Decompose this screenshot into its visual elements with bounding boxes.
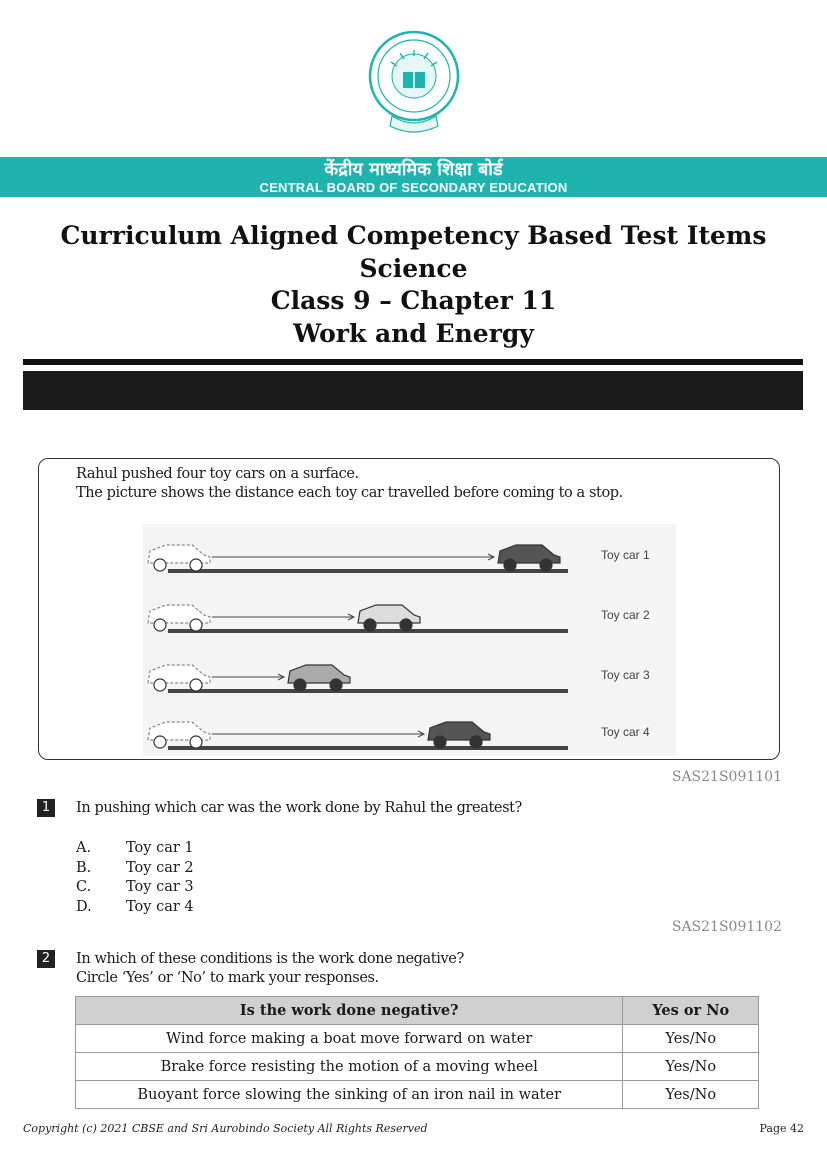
toy-cars-figure (143, 524, 676, 756)
option-c-letter: C. (76, 879, 92, 895)
board-name-hindi: केंद्रीय माध्यमिक शिक्षा बोर्ड (324, 159, 503, 180)
table-row (76, 1025, 759, 1053)
board-name-english: CENTRAL BOARD OF SECONDARY EDUCATION (259, 180, 568, 195)
table-cell-response[interactable]: Yes/No (623, 1025, 759, 1053)
question-number-1: 1 (37, 799, 55, 817)
table-header-response: Yes or No (623, 997, 759, 1025)
title-chapter-name: Work and Energy (293, 319, 534, 348)
question-1-text: In pushing which car was the work done by Rahul the greatest? (76, 800, 522, 816)
car-row-4 (148, 722, 650, 750)
table-header-condition: Is the work done negative? (76, 997, 623, 1025)
car-start-3 (148, 665, 210, 691)
option-b-letter: B. (76, 860, 92, 876)
copyright-footer: Copyright (c) 2021 CBSE and Sri Aurobindo Society All Rights Reserved (23, 1122, 428, 1135)
car-label-2: Toy car 2 (601, 608, 650, 622)
car-label-3: Toy car 3 (601, 668, 650, 682)
option-d-letter: D. (76, 899, 92, 915)
title-class-chapter: Class 9 – Chapter 11 (270, 286, 557, 315)
table-cell-condition: Wind force making a boat move forward on water (76, 1025, 623, 1053)
option-a-letter: A. (76, 840, 92, 856)
table-cell-response[interactable]: Yes/No (623, 1081, 759, 1109)
stimulus-line-2: The picture shows the distance each toy car travelled before coming to a stop. (76, 485, 623, 501)
response-table (75, 996, 759, 1109)
car-start-2 (148, 605, 210, 631)
stimulus-line-1: Rahul pushed four toy cars on a surface. (76, 466, 359, 482)
track-3 (168, 689, 568, 693)
title-subject: Science (359, 254, 468, 283)
option-a-text[interactable]: Toy car 1 (126, 840, 194, 856)
car-label-1: Toy car 1 (601, 548, 650, 562)
question-number-2: 2 (37, 950, 55, 968)
table-header-row (76, 997, 759, 1025)
car-row-1 (148, 545, 650, 573)
car-end-3 (288, 665, 350, 691)
car-row-2 (148, 605, 650, 633)
option-c-text[interactable]: Toy car 3 (126, 879, 194, 895)
option-b-text[interactable]: Toy car 2 (126, 860, 194, 876)
table-cell-condition: Buoyant force slowing the sinking of an iron nail in water (76, 1081, 623, 1109)
car-start-1 (148, 545, 210, 571)
question-2-text: In which of these conditions is the work done negative? (76, 951, 464, 967)
divider-rule (23, 359, 803, 365)
question-2-instruction: Circle ‘Yes’ or ‘No’ to mark your responses. (76, 970, 379, 986)
car-start-4 (148, 722, 210, 748)
item-code-1: SAS21S091101 (671, 769, 782, 785)
item-code-2: SAS21S091102 (671, 919, 782, 935)
option-d-text[interactable]: Toy car 4 (126, 899, 194, 915)
car-row-3 (148, 665, 650, 693)
table-row (76, 1053, 759, 1081)
title-line-1: Curriculum Aligned Competency Based Test Items (60, 221, 767, 250)
car-label-4: Toy car 4 (601, 725, 650, 739)
car-end-2 (358, 605, 420, 631)
table-cell-response[interactable]: Yes/No (623, 1053, 759, 1081)
cbse-seal-logo (366, 30, 462, 142)
table-cell-condition: Brake force resisting the motion of a moving wheel (76, 1053, 623, 1081)
track-4 (168, 746, 568, 750)
car-end-4 (428, 722, 490, 748)
table-row (76, 1081, 759, 1109)
car-end-1 (498, 545, 560, 571)
page-number: Page 42 (759, 1122, 804, 1135)
black-bar (23, 371, 803, 410)
